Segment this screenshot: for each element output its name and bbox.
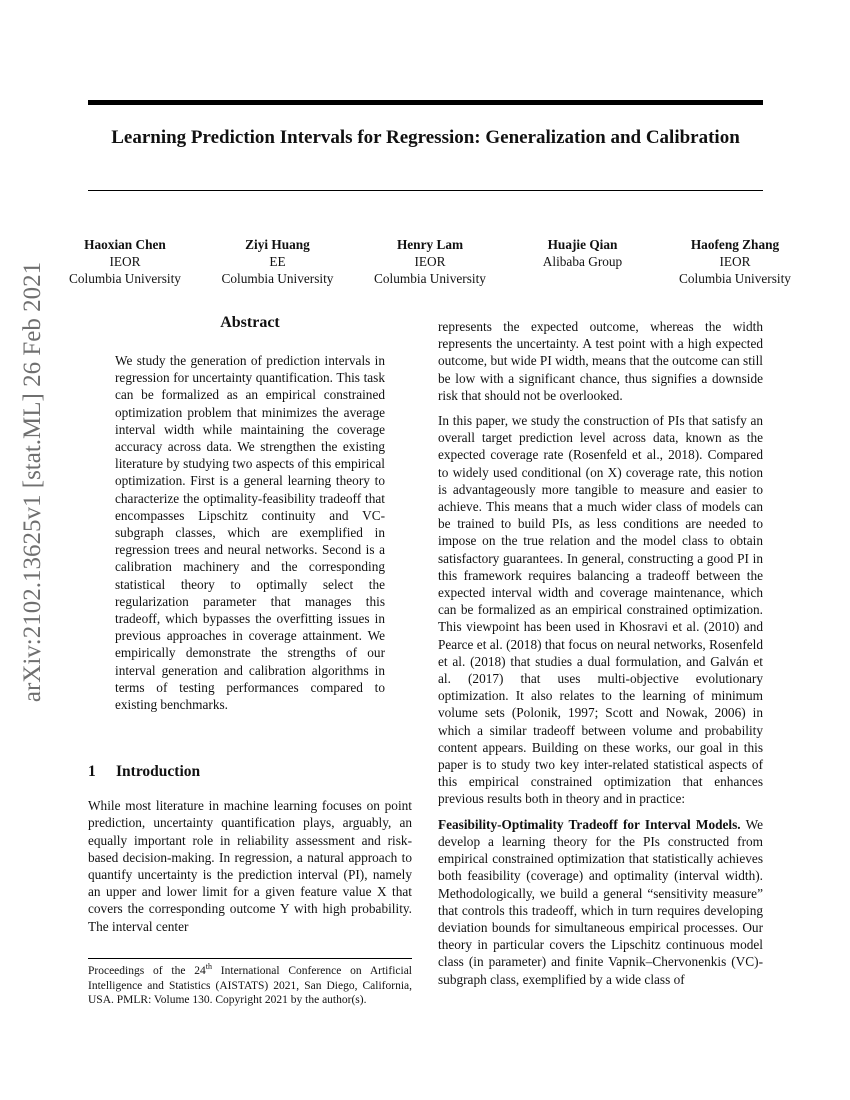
title-bottom-rule bbox=[88, 190, 763, 191]
footnote-text bbox=[88, 964, 412, 1008]
author-list bbox=[50, 236, 810, 287]
author-block bbox=[508, 236, 658, 287]
author-affiliation: Columbia University bbox=[69, 271, 181, 286]
author-name: Henry Lam bbox=[396, 237, 464, 252]
left-column bbox=[88, 314, 412, 935]
body-paragraph bbox=[438, 816, 763, 988]
author-name: Haoxian Chen bbox=[84, 237, 166, 252]
author-dept: IEOR bbox=[414, 254, 446, 269]
abstract-heading: Abstract bbox=[220, 314, 280, 331]
intro-paragraph: While most literature in machine learning focuses on point prediction, uncertainty quantification plays, arguably, an equally important role in reliability assessment and risk-based decision-making. In regression, a natural approach to quantify uncertainty is the prediction interval (PI), namely an upper and lower limit for a given feature value X that covers the corresponding outcome Y with high probability. The interval center bbox=[88, 798, 412, 934]
section-title: Introduction bbox=[116, 763, 201, 781]
arxiv-stamp-text: arXiv:2102.13625v1 [stat.ML] 26 Feb 2021 bbox=[19, 261, 46, 703]
footnote-sup: th bbox=[205, 962, 212, 972]
author-name: Haofeng Zhang bbox=[690, 237, 780, 252]
author-affiliation: Columbia University bbox=[679, 271, 791, 286]
author-dept: EE bbox=[269, 254, 286, 269]
body-paragraph: In this paper, we study the construction of PIs that satisfy an overall target prediction level across data, known as the expected coverage rate (Rosenfeld et al., 2018). Compared to widely used conditional (on X) coverage rate, this notion is advantageously more tangible to measure and easier to achieve. This means that a much wider class of models can be trained to build PIs, as less conditions are needed to impose on the true relation and the model class to obtain satisfactory guarantees. In general, constructing a good PI in this framework requires balancing a tradeoff between the expected interval width and coverage maintenance, which can be formalized as an empirical constrained optimization. This viewpoint has been used in Khosravi et al. (2010) and Pearce et al. (2018) that focus on neural networks, Rosenfeld et al. (2018) that studies a dual formulation, and Galván et al. (2017) that uses multi-objective evolutionary optimization. It also relates to the learning of minimum volume sets (Polonik, 1997; Scott and Nowak, 2006) in which a similar tradeoff between volume and probability content appears. Building on these works, our goal in this paper is to study two key inter-related statistical aspects of this empirical constrained optimization that enhances previous results both in theory and in practice: bbox=[438, 413, 763, 807]
section-heading bbox=[88, 763, 412, 781]
author-block bbox=[50, 236, 200, 287]
author-affiliation: Columbia University bbox=[374, 271, 486, 286]
paragraph-lead: Feasibility-Optimality Tradeoff for Interval Models. bbox=[438, 816, 741, 832]
author-dept: IEOR bbox=[109, 254, 141, 269]
paragraph-text: We develop a learning theory for the PIs constructed from empirical constrained optimization that statistically achieves both feasibility (coverage) and optimality (interval width). Methodologically, we build a general “sensitivity measure” that controls this tradeoff, which in turn requires developing deviation bounds for simultaneous empirical processes. Our theory in particular covers the Lipschitz continuous model class (in parameter) and finite Vapnik–Chervonenkis (VC)-subgraph class, exemplified by a wide class of bbox=[438, 816, 763, 987]
abstract-body: We study the generation of prediction intervals in regression for uncertainty quantification. This task can be formalized as an empirical constrained optimization problem that minimizes the average interval width while maintaining the coverage accuracy across data. We strengthen the existing literature by studying two aspects of this empirical optimization. First is a general learning theory to characterize the optimality-feasibility tradeoff that encompasses Lipschitz continuity and VC-subgraph classes, which are exemplified in regression trees and neural networks. Second is a calibration machinery and the corresponding statistical theory to optimally select the regularization parameter that manages this tradeoff, which bypasses the overfitting issues in previous approaches in coverage attainment. We empirically demonstrate the strengths of our interval generation and calibration algorithms in terms of testing performances compared to existing benchmarks. bbox=[115, 353, 385, 713]
author-block bbox=[660, 236, 810, 287]
footnote bbox=[88, 958, 412, 1008]
footnote-post: International Conference on Artificial Intelligence and Statistics (AISTATS) 2021, San Diego, California, USA. PMLR: Volume 130. Copyright 2021 by the author(s). bbox=[88, 965, 412, 1006]
footnote-pre: Proceedings of the 24 bbox=[88, 965, 206, 977]
author-dept: IEOR bbox=[719, 254, 751, 269]
author-name: Huajie Qian bbox=[547, 237, 618, 252]
arxiv-stamp bbox=[8, 261, 58, 703]
author-affiliation: Columbia University bbox=[221, 271, 334, 286]
body-paragraph: represents the expected outcome, whereas the width represents the uncertainty. A test point with a high expected outcome, but wide PI width, means that the outcome can still be low with a significant chance, thus signifies a downside risk that should not be overlooked. bbox=[438, 319, 763, 403]
right-column bbox=[438, 318, 763, 988]
author-name: Ziyi Huang bbox=[245, 237, 310, 252]
title-top-rule bbox=[88, 100, 763, 105]
author-dept: Alibaba Group bbox=[542, 254, 623, 269]
author-block bbox=[203, 236, 353, 287]
section-number: 1 bbox=[88, 763, 96, 781]
author-block bbox=[355, 236, 505, 287]
paper-title: Learning Prediction Intervals for Regression: Generalization and Calibration bbox=[111, 127, 740, 148]
